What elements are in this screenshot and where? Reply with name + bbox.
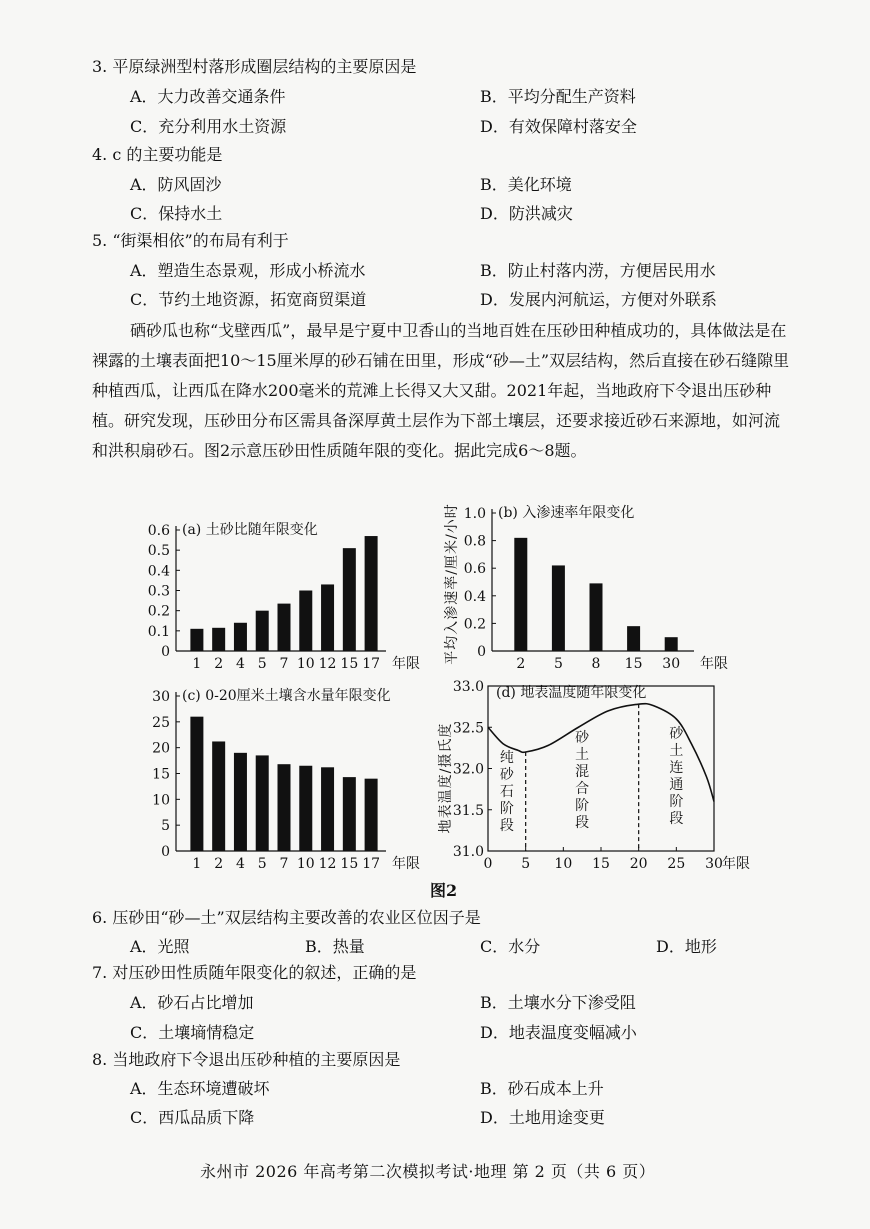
chart-c-x-tick-label: 7 (279, 856, 289, 872)
chart-d-chart-title: (d) 地表温度随年限变化 (496, 685, 647, 701)
q6-option-d[interactable]: D．地形 (656, 937, 717, 956)
chart-a-svg (138, 500, 438, 675)
chart-d-y-tick-label: 31.0 (452, 844, 484, 860)
chart-a-x-tick-label: 12 (318, 656, 337, 672)
chart-a-bar-12 (321, 584, 334, 651)
chart-d-stage-label: 砂土混合阶段 (575, 730, 590, 831)
chart-c-y-tick-label: 10 (152, 792, 170, 809)
chart-c-x-tick-label: 5 (257, 856, 267, 872)
chart-a-bar-17 (365, 536, 378, 651)
q6-option-a[interactable]: A．光照 (130, 937, 190, 956)
chart-a-x-axis-label: 年限 (392, 656, 420, 672)
chart-a-x-tick-label: 15 (340, 656, 359, 672)
chart-c-x-tick-label: 17 (362, 856, 381, 872)
chart-a-x-tick-label: 7 (279, 656, 289, 672)
chart-b-y-tick-label: 1.0 (463, 506, 486, 522)
chart-c-bar-15 (343, 777, 356, 851)
chart-c-bar-12 (321, 767, 334, 851)
q8-option-a[interactable]: A．生态环境遭破坏 (130, 1079, 270, 1098)
q3-option-a[interactable]: A．大力改善交通条件 (130, 87, 286, 106)
chart-b-x-tick-label: 5 (553, 656, 563, 672)
q7-option-b[interactable]: B．土壤水分下渗受阻 (480, 993, 636, 1012)
chart-d-x-tick-label: 15 (592, 856, 610, 872)
chart-c-bar-5 (256, 755, 269, 851)
chart-b-bar-5 (552, 565, 565, 651)
chart-a-x-tick-label: 10 (296, 656, 315, 672)
question-4-stem: 4. c 的主要功能是 (92, 145, 223, 164)
chart-c-bar-1 (190, 717, 203, 851)
q5-option-d[interactable]: D．发展内河航运，方便对外联系 (480, 290, 717, 309)
q3-option-d[interactable]: D．有效保障村落安全 (480, 117, 637, 136)
chart-d-y-tick-label: 32.5 (452, 720, 484, 737)
chart-c-bar-10 (299, 766, 312, 851)
chart-b-bar-30 (665, 637, 678, 651)
chart-b-y-tick-label: 0.6 (463, 561, 486, 578)
chart-c-x-tick-label: 4 (235, 856, 245, 872)
chart-d-x-axis-label: 年限 (722, 856, 750, 872)
q6-option-c[interactable]: C．水分 (480, 937, 541, 956)
q7-option-d[interactable]: D．地表温度变幅减小 (480, 1023, 637, 1042)
chart-b-svg (436, 500, 746, 675)
chart-c-bar-4 (234, 753, 247, 851)
q5-option-c[interactable]: C．节约土地资源，拓宽商贸渠道 (130, 290, 367, 309)
chart-a-chart-title: (a) 土砂比随年限变化 (182, 522, 318, 538)
q4-option-d[interactable]: D．防洪减灾 (480, 204, 573, 223)
chart-b-y-tick-label: 0.2 (463, 616, 486, 633)
chart-d-x-tick-label: 20 (629, 856, 648, 872)
chart-a-bar-2 (212, 628, 225, 651)
chart-d-x-tick-label: 5 (521, 856, 531, 872)
q3-option-b[interactable]: B．平均分配生产资料 (480, 87, 636, 106)
chart-c-x-tick-label: 10 (296, 856, 315, 872)
reading-passage: 硒砂瓜也称“戈壁西瓜”，最早是宁夏中卫香山的当地百姓在压砂田种植成功的，具体做法是在裸露的土壤表面把10～15厘米厚的砂石铺在田里，形成“砂—土”双层结构，然后直接在砂石缝隙里种植西瓜，让西瓜在降水200毫米的荒滩上长得又大又甜。2021年起，当地政府下令退出压砂种植。研究发现，压砂田分布区需具备深厚黄土层作为下部土壤层，还要求接近砂石来源地，如河流和洪积扇砂石。图2示意压砂田性质随年限的变化。据此完成6～8题。 (92, 321, 790, 460)
chart-d-x-tick-label: 30 (705, 856, 723, 872)
chart-a-y-tick-label: 0.2 (147, 603, 170, 620)
chart-c-x-tick-label: 15 (340, 856, 359, 872)
chart-c-x-axis-label: 年限 (392, 856, 420, 872)
q5-option-b[interactable]: B．防止村落内涝，方便居民用水 (480, 261, 716, 280)
q5-option-a[interactable]: A．塑造生态景观，形成小桥流水 (130, 261, 366, 280)
chart-a (138, 500, 438, 679)
chart-a-bar-4 (234, 623, 247, 651)
chart-a-x-tick-label: 17 (362, 656, 381, 672)
chart-c-y-tick-label: 30 (152, 689, 170, 705)
chart-c-bar-2 (212, 741, 225, 851)
chart-b-y-tick-label: 0 (477, 644, 486, 660)
chart-c-x-tick-label: 12 (318, 856, 337, 872)
chart-c-x-tick-label: 2 (214, 856, 224, 872)
figure-caption: 图2 (430, 881, 458, 900)
chart-a-x-tick-label: 2 (214, 656, 224, 672)
chart-a-y-tick-label: 0.3 (147, 583, 170, 600)
chart-b-x-tick-label: 8 (591, 656, 601, 672)
chart-c-x-tick-label: 1 (192, 856, 202, 872)
chart-b-bar-8 (590, 583, 603, 651)
chart-d-x-tick-label: 0 (483, 856, 493, 872)
chart-a-y-tick-label: 0 (161, 644, 170, 660)
chart-b-x-axis-label: 年限 (700, 656, 728, 672)
chart-a-x-tick-label: 1 (192, 656, 202, 672)
chart-d (436, 680, 766, 876)
chart-b (436, 500, 746, 679)
page-footer: 永州市 2026 年高考第二次模拟考试·地理 第 2 页（共 6 页） (200, 1162, 656, 1181)
chart-d-y-axis-label: 地表温度/摄氏度 (438, 722, 454, 834)
chart-b-y-tick-label: 0.4 (463, 588, 486, 605)
chart-c (138, 680, 438, 876)
chart-c-bar-17 (365, 779, 378, 851)
chart-a-y-tick-label: 0.5 (147, 543, 170, 560)
chart-c-y-tick-label: 25 (152, 714, 170, 731)
q3-option-c[interactable]: C．充分利用水土资源 (130, 117, 287, 136)
question-8-stem: 8. 当地政府下令退出压砂种植的主要原因是 (92, 1050, 401, 1069)
q8-option-d[interactable]: D．土地用途变更 (480, 1108, 605, 1127)
chart-a-bar-15 (343, 548, 356, 651)
chart-c-chart-title: (c) 0-20厘米土壤含水量年限变化 (182, 688, 391, 704)
chart-d-svg (436, 680, 766, 872)
q4-option-c[interactable]: C．保持水土 (130, 204, 223, 223)
q4-option-b[interactable]: B．美化环境 (480, 175, 572, 194)
chart-a-bar-7 (278, 604, 291, 651)
chart-b-x-tick-label: 2 (516, 656, 526, 672)
chart-d-x-tick-label: 25 (667, 856, 686, 872)
question-7-stem: 7. 对压砂田性质随年限变化的叙述，正确的是 (92, 963, 417, 982)
chart-b-bar-15 (627, 626, 640, 651)
chart-c-bar-7 (278, 764, 291, 851)
q7-option-a[interactable]: A．砂石占比增加 (130, 993, 254, 1012)
chart-c-svg (138, 680, 438, 872)
chart-c-y-tick-label: 5 (161, 818, 170, 835)
chart-a-y-tick-label: 0.4 (147, 563, 170, 580)
q8-option-b[interactable]: B．砂石成本上升 (480, 1079, 604, 1098)
q7-option-c[interactable]: C．土壤墒情稳定 (130, 1023, 255, 1042)
chart-a-x-tick-label: 5 (257, 656, 267, 672)
question-6-stem: 6. 压砂田“砂—土”双层结构主要改善的农业区位因子是 (92, 908, 481, 927)
q8-option-c[interactable]: C．西瓜品质下降 (130, 1108, 255, 1127)
chart-a-bar-10 (299, 591, 312, 652)
chart-a-x-tick-label: 4 (235, 656, 245, 672)
question-3-stem: 3. 平原绿洲型村落形成圈层结构的主要原因是 (92, 57, 417, 76)
chart-c-y-tick-label: 20 (152, 740, 170, 757)
chart-d-y-tick-label: 31.5 (452, 802, 484, 819)
chart-a-bar-1 (190, 629, 203, 651)
chart-d-stage-label: 纯砂石阶段 (499, 750, 514, 834)
chart-b-y-axis-label: 平均入渗速率/厘米/小时 (444, 503, 460, 665)
q4-option-a[interactable]: A．防风固沙 (130, 175, 222, 194)
chart-d-y-tick-label: 32.0 (452, 761, 484, 778)
chart-c-y-tick-label: 0 (161, 844, 170, 860)
chart-b-y-tick-label: 0.8 (463, 533, 486, 550)
chart-c-y-tick-label: 15 (152, 766, 170, 783)
chart-b-chart-title: (b) 入渗速率年限变化 (498, 505, 635, 521)
chart-a-y-tick-label: 0.1 (147, 623, 170, 640)
chart-d-y-tick-label: 33.0 (452, 680, 484, 695)
chart-a-y-tick-label: 0.6 (147, 523, 170, 539)
q6-option-b[interactable]: B．热量 (305, 937, 365, 956)
chart-b-bar-2 (514, 538, 527, 651)
chart-b-x-tick-label: 15 (624, 656, 643, 672)
chart-d-stage-label: 砂土连通阶段 (669, 726, 684, 827)
chart-b-x-tick-label: 30 (662, 656, 681, 672)
chart-a-bar-5 (256, 611, 269, 651)
question-5-stem: 5. “街渠相依”的布局有利于 (92, 231, 289, 250)
chart-d-x-tick-label: 10 (554, 856, 573, 872)
